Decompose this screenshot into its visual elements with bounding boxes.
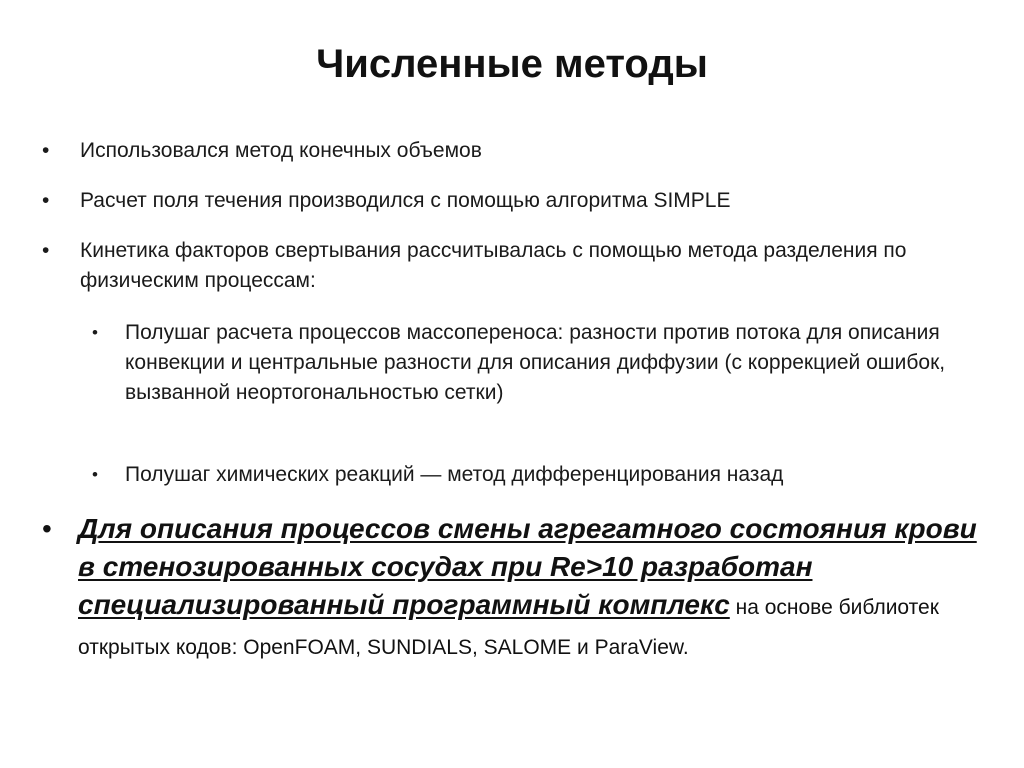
bullet-marker: • xyxy=(42,189,50,212)
slide-title: Численные методы xyxy=(316,42,708,86)
bullet-item: Кинетика факторов свертывания рассчитывалась с помощью метода разделения по физическим процессам: xyxy=(80,239,907,292)
sub-bullet-item: Полушаг расчета процессов массопереноса: разности против потока для описания конвекции и центральные разности для описания диффузии (с коррекцией ошибок, вызванной неортогональностью сетки) xyxy=(125,321,946,404)
bullet-marker: • xyxy=(42,513,52,544)
sub-bullet-marker: • xyxy=(92,323,98,342)
bullet-item: Использовался метод конечных объемов xyxy=(80,139,482,162)
bullet-marker: • xyxy=(42,139,50,162)
final-bullet-item xyxy=(78,510,988,666)
sub-bullet-item: Полушаг химических реакций — метод дифференцирования назад xyxy=(125,463,784,486)
trailing-text: на основе библиотек открытых кодов: OpenFOAM, SUNDIALS, SALOME и ParaView. xyxy=(78,596,939,659)
bullet-item: Расчет поля течения производился с помощью алгоритма SIMPLE xyxy=(80,189,731,212)
bullet-marker: • xyxy=(42,239,50,262)
emphasized-text: Для описания процессов смены агрегатного состояния крови в стенозированных сосудах при Re>10 разработан специализированный программный комплекс xyxy=(78,513,977,620)
sub-bullet-marker: • xyxy=(92,465,98,484)
